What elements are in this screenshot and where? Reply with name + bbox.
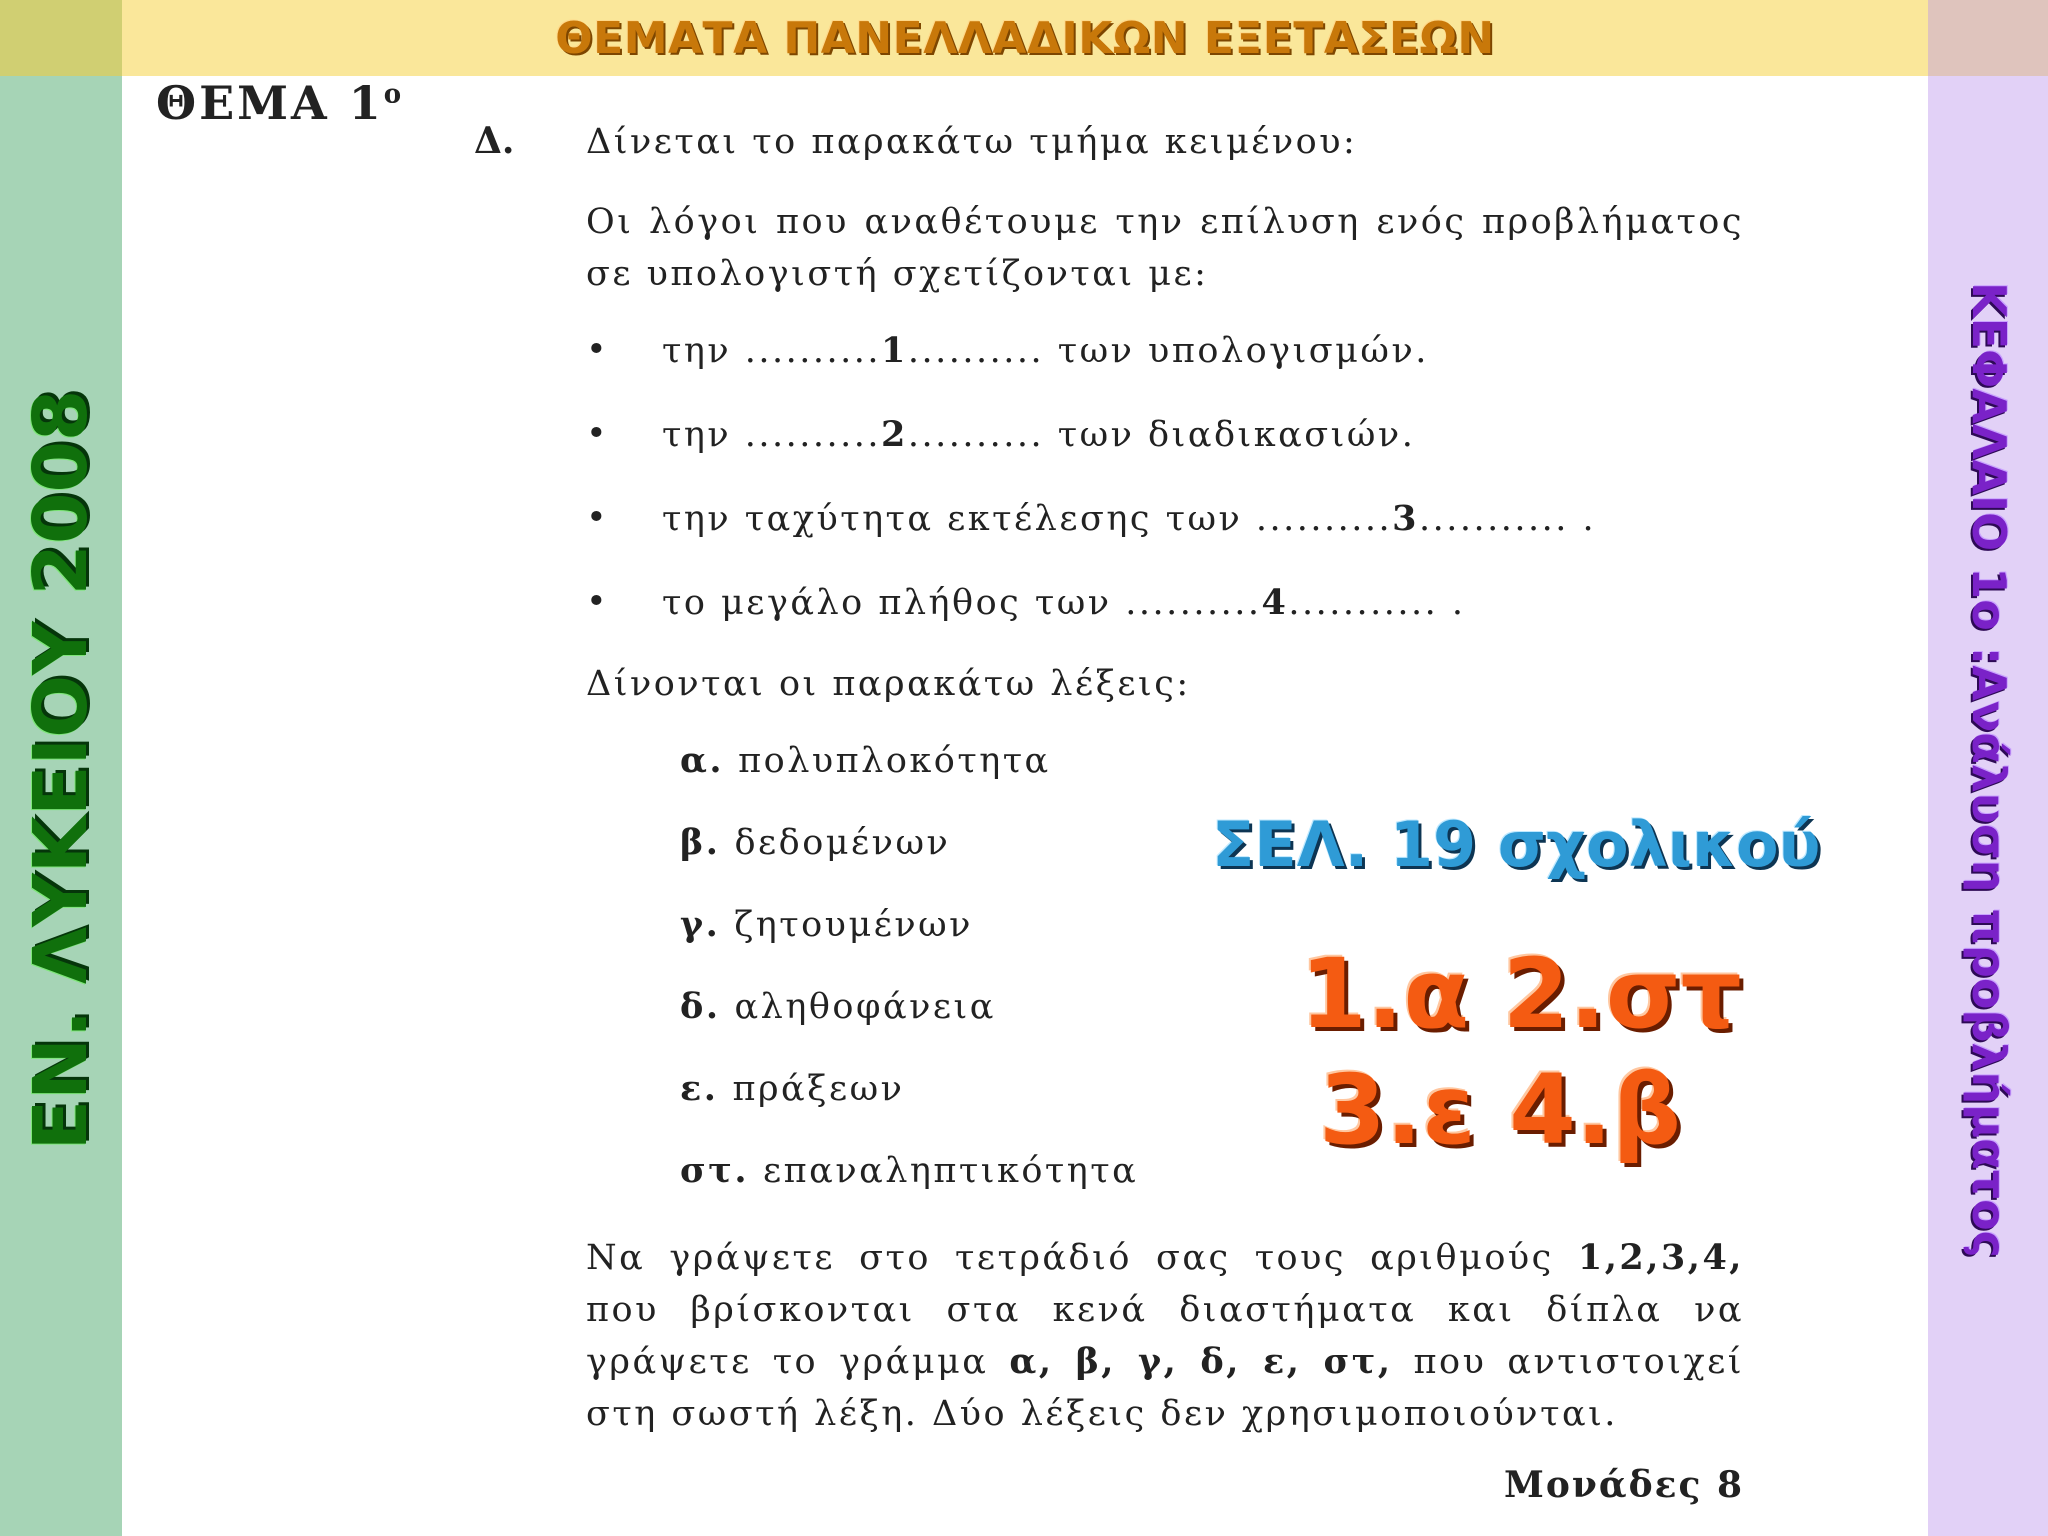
option-letter: γ.: [680, 904, 721, 945]
bullet-text: [662, 582, 1465, 623]
option-letter: στ.: [680, 1150, 750, 1191]
word-option: [680, 986, 1320, 1068]
bullet-text: [662, 414, 1415, 455]
right-sidebar-label: ΚΕΦΑΛΑΙΟ 1ο :Ανάλυση προβλήματος: [1962, 282, 2016, 1258]
option-word: επαναληπτικότητα: [763, 1151, 1139, 1191]
list-item: [586, 582, 1686, 666]
bullet-after: .......... των διαδικασιών.: [907, 415, 1416, 455]
topic-superscript: ο: [383, 79, 405, 110]
word-option: [680, 1068, 1320, 1150]
option-word: ζητουμένων: [734, 905, 973, 945]
bullet-list: [586, 330, 1686, 666]
intro-line: Δίνεται το παρακάτω τμήμα κειμένου:: [586, 122, 1358, 162]
blank-number: 1: [881, 330, 908, 371]
blank-number: 4: [1261, 582, 1289, 623]
header-title: ΘΕΜΑΤΑ ΠΑΝΕΛΛΑΔΙΚΩΝ ΕΞΕΤΑΣΕΩΝ: [555, 12, 1495, 64]
list-item: [586, 414, 1686, 498]
instructions-paragraph: [586, 1232, 1744, 1440]
points-label: Μονάδες 8: [1504, 1464, 1744, 1506]
bullet-after: .......... των υπολογισμών.: [907, 331, 1429, 371]
option-letter: α.: [680, 740, 725, 781]
part-label: Δ.: [474, 120, 515, 162]
instructions-part-1: Να γράψετε στο τετράδιό σας τους αριθμούς: [586, 1238, 1578, 1278]
left-sidebar-label: ΕΝ. ΛΥΚΕΙΟΥ 2008: [18, 389, 104, 1151]
word-option: [680, 1150, 1320, 1232]
instructions-part-2: που βρίσκονται στα κενά διαστήματα και δίπλα να γράψετε το γράμμα: [586, 1290, 1744, 1382]
option-letter: δ.: [680, 986, 721, 1027]
option-word: δεδομένων: [734, 823, 951, 863]
topic-heading: [156, 76, 404, 130]
question-paragraph: Οι λόγοι που αναθέτουμε την επίλυση ενός προβλήματος σε υπολογιστή σχετίζονται με:: [586, 202, 1744, 294]
bullet-dot: •: [586, 330, 610, 370]
bullet-before: την ταχύτητα εκτέλεσης των ..........: [662, 499, 1393, 539]
topic-text: ΘΕΜΑ 1: [156, 76, 384, 130]
option-letter: ε.: [680, 1068, 719, 1109]
instructions-numbers: 1,2,3,4,: [1577, 1237, 1744, 1278]
bullet-text: [662, 330, 1429, 371]
answer-line-1: 1.α 2.στ: [1300, 938, 1742, 1050]
list-item: [586, 330, 1686, 414]
list-item: [586, 498, 1686, 582]
option-word: πράξεων: [732, 1069, 905, 1109]
bullet-dot: •: [586, 498, 610, 538]
answer-line-2: 3.ε 4.β: [1318, 1054, 1682, 1166]
word-option: [680, 904, 1320, 986]
bullet-after: ........... .: [1288, 583, 1466, 623]
header-bar: [122, 0, 1928, 76]
instructions-letters: α, β, γ, δ, ε, στ,: [1009, 1341, 1393, 1382]
option-word: πολυπλοκότητα: [738, 741, 1051, 781]
blank-number: 2: [881, 414, 908, 455]
bullet-before: την ..........: [662, 415, 881, 455]
blank-number: 3: [1392, 498, 1419, 539]
answer-key: [1300, 936, 1742, 1168]
corner-top-right: [1928, 0, 2048, 76]
bullet-dot: •: [586, 414, 610, 454]
bullet-before: την ..........: [662, 331, 881, 371]
instructions-part-3: που αντιστοιχεί στη σωστή λέξη. Δύο λέξεις δεν χρησιμοποιούνται.: [586, 1342, 1745, 1434]
corner-top-left: [0, 0, 122, 76]
textbook-reference: ΣΕΛ. 19 σχολικού: [1212, 808, 1821, 881]
bullet-before: το μεγάλο πλήθος των ..........: [662, 583, 1262, 623]
given-words-intro: Δίνονται οι παρακάτω λέξεις:: [586, 664, 1191, 704]
bullet-dot: •: [586, 582, 610, 622]
option-word: αληθοφάνεια: [734, 987, 996, 1027]
bullet-text: [662, 498, 1596, 539]
option-letter: β.: [680, 822, 721, 863]
bullet-after: ........... .: [1419, 499, 1597, 539]
